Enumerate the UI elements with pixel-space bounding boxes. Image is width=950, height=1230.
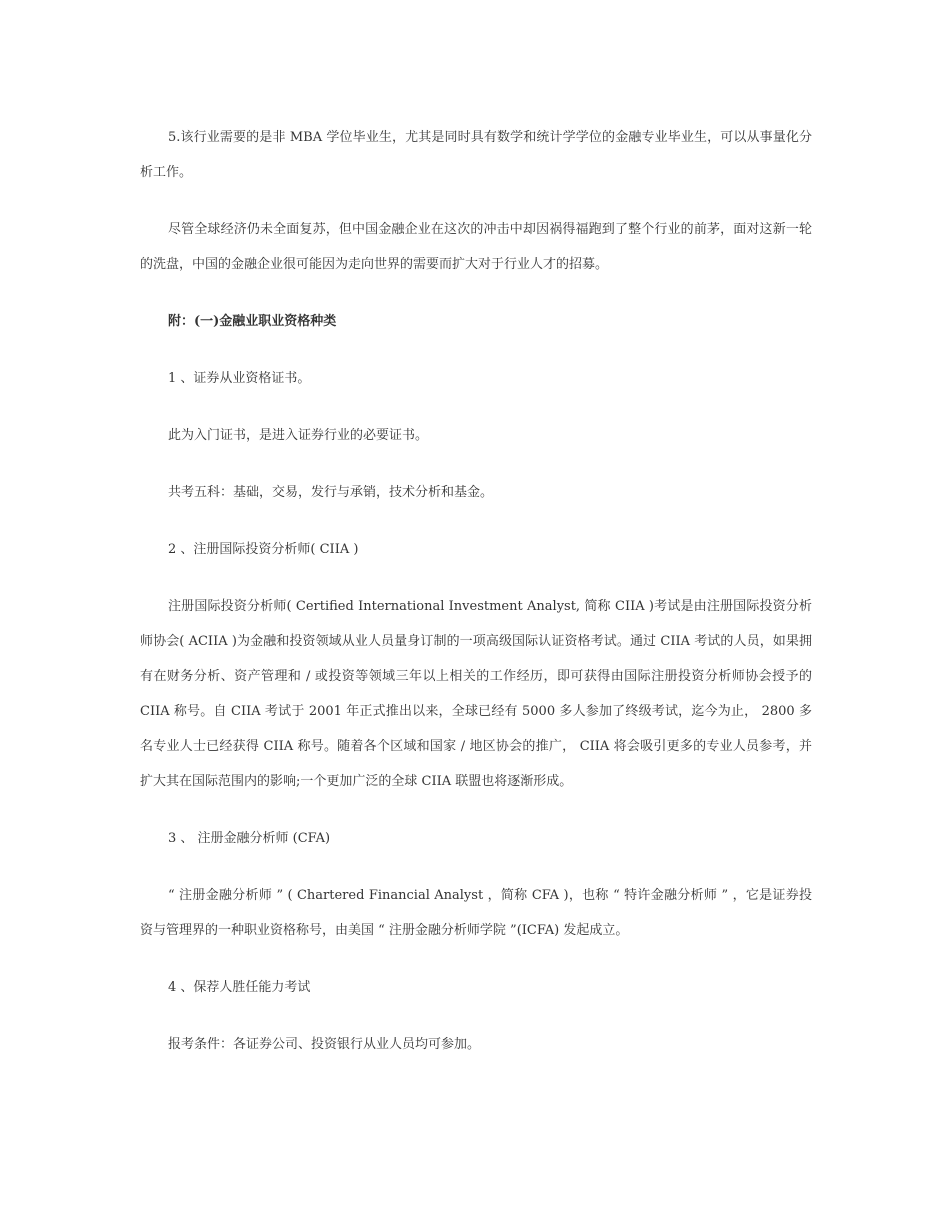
- paragraph-ciia-description: 注册国际投资分析师( Certified International Investment Analyst, 简称 CIIA )考试是由注册国际投资分析师协会( ACIIA )为金融和投资领域从业人员量身订制的一项高级国际认证资格考试。通过 CIIA 考试的人员，如果拥有在财务分析、资产管理和 / 或投资等领域三年以上相关的工作经历，即可获得由国际注册投资分析师协会授予的 CIIA 称号。自 CIIA 考试于 2001 年正式推出以来，全球已经有 5000 多人参加了终级考试，迄今为止， 2800 多名专业人士已经获得 CIIA 称号。随着各个区域和国家 / 地区协会的推广， CIIA 将会吸引更多的专业人员参考，并扩大其在国际范围内的影响;一个更加广泛的全球 CIIA 联盟也将逐渐形成。: [140, 599, 812, 789]
- document-page: [140, 120, 812, 1084]
- item-heading-securities-certificate: 1 、证券从业资格证书。: [168, 371, 311, 386]
- paragraph-cfa-description: “ 注册金融分析师 ” ( Chartered Financial Analyst ，简称 CFA )，也称 “ 特许金融分析师 ” ，它是证券投资与管理界的一种职业资格称号，由美国 “ 注册金融分析师学院 ”(ICFA) 发起成立。: [140, 888, 812, 938]
- item-heading-cfa: 3 、 注册金融分析师 (CFA): [168, 831, 331, 846]
- paragraph-registration-conditions: 报考条件：各证券公司、投资银行从业人员均可参加。: [168, 1037, 481, 1052]
- item-heading-sponsor-exam: 4 、保荐人胜任能力考试: [168, 980, 311, 995]
- paragraph-entry-certificate: 此为入门证书，是进入证券行业的必要证书。: [168, 428, 429, 443]
- item-heading-ciia: 2 、注册国际投资分析师( CIIA ): [168, 542, 359, 557]
- paragraph-mba-requirement: 5.该行业需要的是非 MBA 学位毕业生，尤其是同时具有数学和统计学学位的金融专业毕业生，可以从事量化分析工作。: [140, 130, 812, 180]
- paragraph-economy-recovery: 尽管全球经济仍未全面复苏，但中国金融企业在这次的冲击中却因祸得福跑到了整个行业的前茅，面对这新一轮的洗盘，中国的金融企业很可能因为走向世界的需要而扩大对于行业人才的招募。: [140, 222, 812, 272]
- paragraph-five-subjects: 共考五科：基础，交易，发行与承销，技术分析和基金。: [168, 485, 494, 500]
- section-heading-qualifications: 附：(一)金融业职业资格种类: [168, 314, 337, 329]
